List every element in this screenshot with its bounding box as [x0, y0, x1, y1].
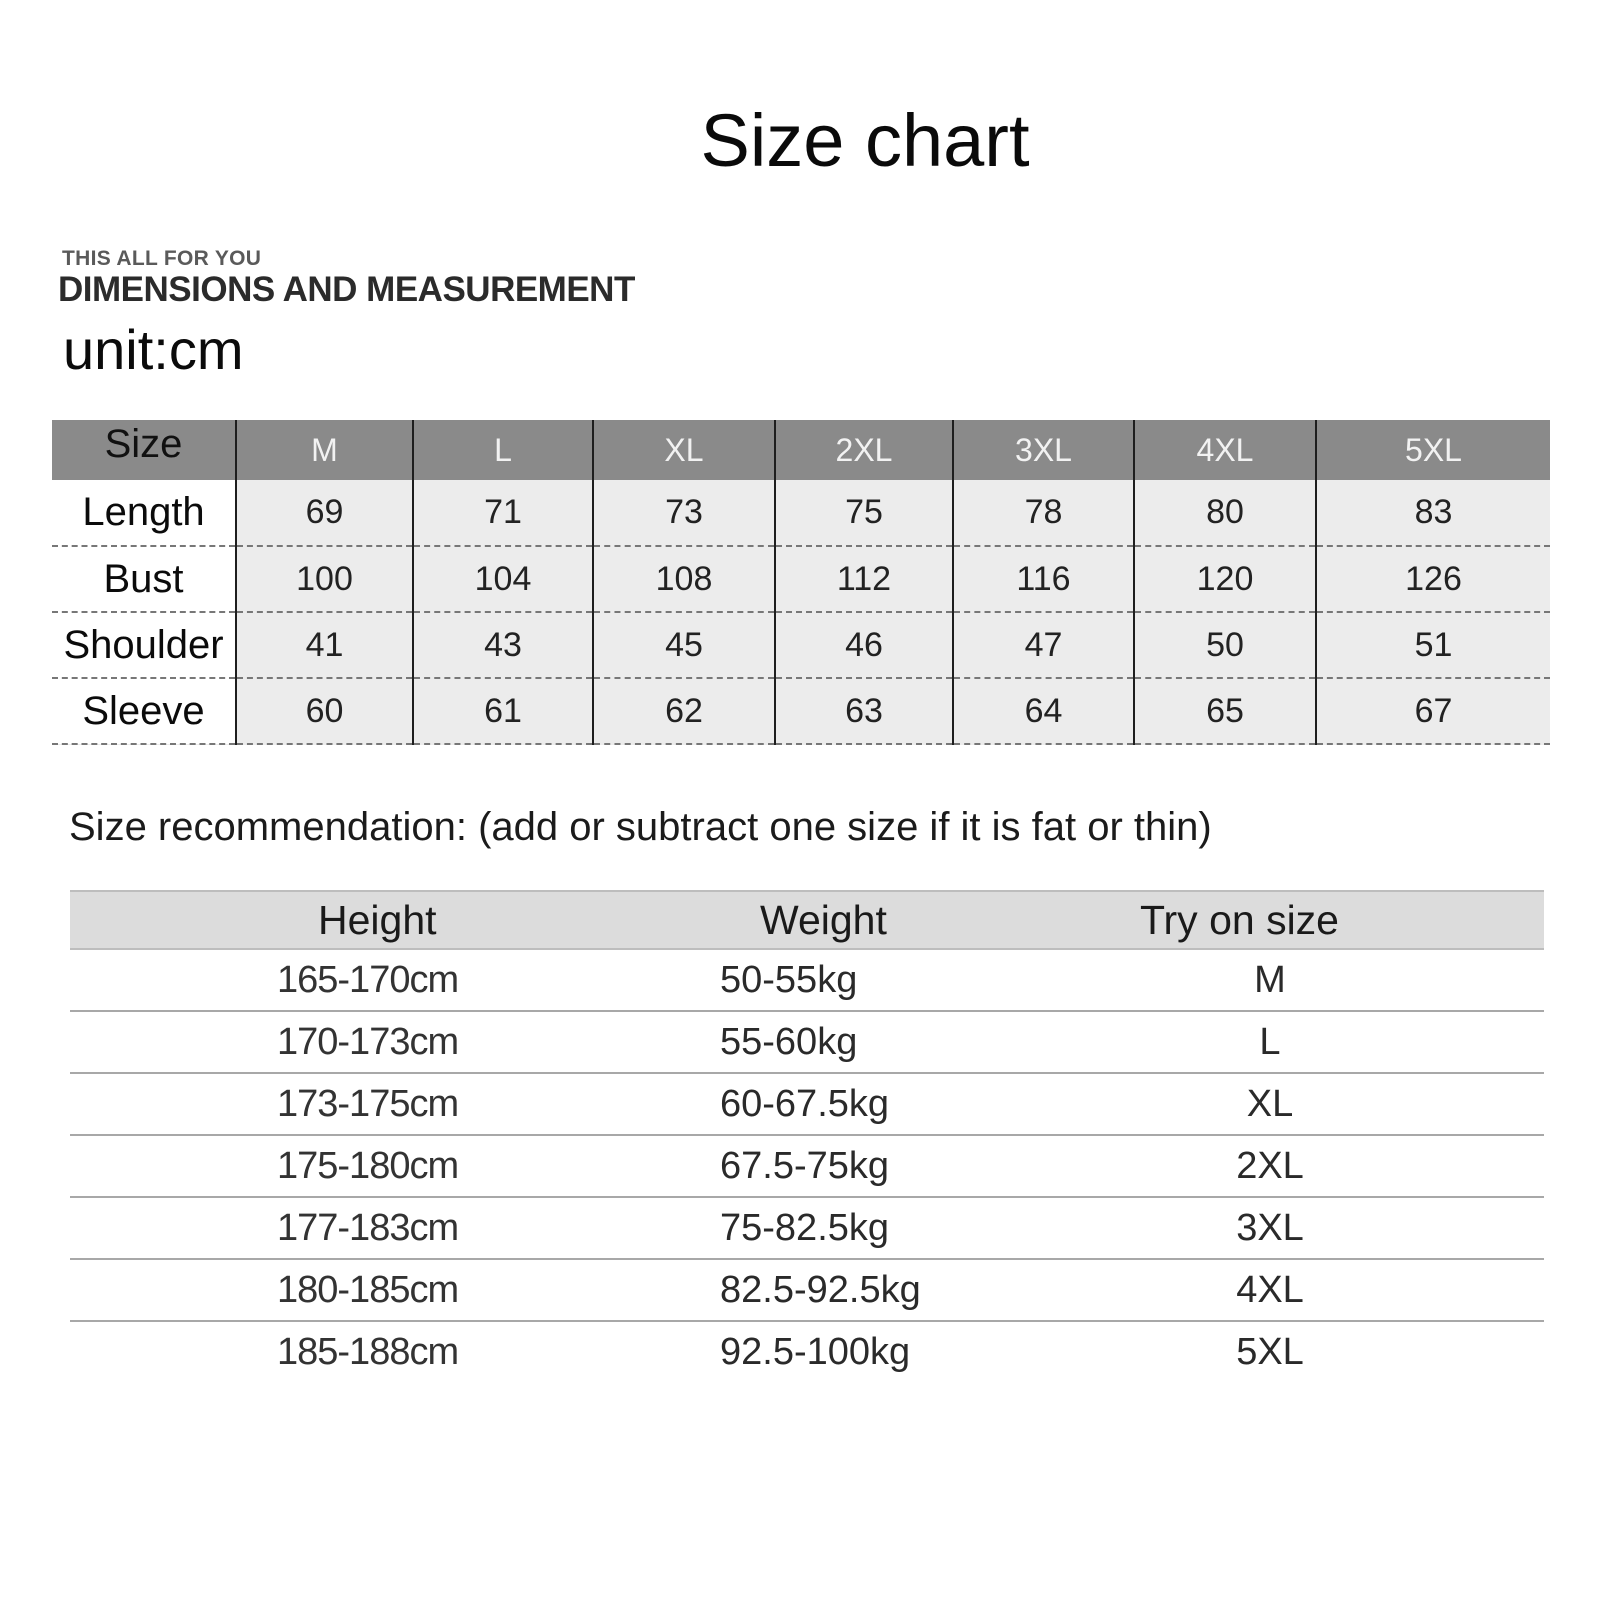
page-title: Size chart	[700, 99, 1030, 182]
recommendation-row	[70, 1321, 1544, 1383]
measurement-cell: 63	[775, 678, 953, 744]
weight-cell: 55-60kg	[720, 1020, 858, 1063]
measurement-cell: 62	[593, 678, 775, 744]
size-value: 5XL	[1236, 1331, 1304, 1373]
measurement-cell: 78	[953, 480, 1134, 546]
recommendation-row	[70, 1259, 1544, 1321]
measurement-cell: 50	[1134, 612, 1316, 678]
measurement-cell: 60	[236, 678, 413, 744]
height-column-header: Height	[318, 896, 437, 943]
recommendation-row	[70, 949, 1544, 1011]
size-column-header: 5XL	[1405, 431, 1462, 468]
height-cell: 170-173cm	[277, 1020, 459, 1063]
size-recommendation-note: Size recommendation: (add or subtract one size if it is fat or thin)	[69, 805, 1212, 849]
size-cell	[1030, 1321, 1544, 1383]
size-cell	[1030, 1259, 1544, 1321]
measurement-row-sleeve	[52, 678, 1550, 744]
recommendation-row	[70, 1011, 1544, 1073]
measurement-cell: 69	[236, 480, 413, 546]
row-label: Bust	[52, 546, 236, 612]
measurement-cell: 73	[593, 480, 775, 546]
size-value: 2XL	[1236, 1144, 1304, 1187]
measurement-cell: 83	[1316, 480, 1550, 546]
weight-cell: 60-67.5kg	[720, 1082, 890, 1125]
measurement-cell: 64	[953, 678, 1134, 744]
size-column-header: 4XL	[1134, 420, 1316, 480]
size-column-header: 3XL	[953, 420, 1134, 480]
measurement-cell: 47	[953, 612, 1134, 678]
measurement-cell: 80	[1134, 480, 1316, 546]
weight-column-header: Weight	[760, 896, 887, 943]
size-header-label: Size	[52, 420, 236, 480]
measurement-cell: 41	[236, 612, 413, 678]
measurement-cell: 71	[413, 480, 593, 546]
measurement-cell: 104	[413, 546, 593, 612]
measurement-cell: 61	[413, 678, 593, 744]
row-label: Length	[52, 480, 236, 546]
measurement-cell: 112	[775, 546, 953, 612]
recommendation-row	[70, 1073, 1544, 1135]
size-value: L	[1259, 1020, 1281, 1063]
measurement-row-length	[52, 480, 1550, 546]
size-column-header: 2XL	[775, 420, 953, 480]
size-column-header: M	[236, 420, 413, 480]
weight-cell: 75-82.5kg	[720, 1206, 890, 1249]
measurement-cell: 51	[1316, 612, 1550, 678]
size-cell	[1030, 1135, 1544, 1197]
try-on-size-column-header: Try on size	[1140, 896, 1339, 943]
banner-kicker: THIS ALL FOR YOU	[62, 247, 262, 270]
measurement-cell: 46	[775, 612, 953, 678]
size-value: 4XL	[1236, 1268, 1304, 1311]
recommendation-row	[70, 1135, 1544, 1197]
row-label: Sleeve	[52, 678, 236, 744]
measurement-table	[52, 420, 1550, 745]
recommendation-header-row	[70, 891, 1544, 949]
size-value: 3XL	[1236, 1206, 1304, 1249]
measurement-cell: 120	[1134, 546, 1316, 612]
weight-cell: 82.5-92.5kg	[720, 1268, 921, 1311]
weight-cell: 92.5-100kg	[720, 1331, 911, 1373]
measurement-header-row	[52, 420, 1550, 480]
unit-label: unit:cm	[63, 318, 244, 381]
measurement-cell: 43	[413, 612, 593, 678]
size-recommendation-table	[70, 890, 1544, 1383]
measurement-cell: 108	[593, 546, 775, 612]
size-cell	[1030, 1197, 1544, 1259]
height-cell: 180-185cm	[277, 1268, 459, 1311]
size-value: XL	[1246, 1082, 1294, 1125]
size-value: M	[1254, 958, 1286, 1001]
size-cell	[1030, 1073, 1544, 1135]
measurement-cell: 45	[593, 612, 775, 678]
measurement-cell: 116	[953, 546, 1134, 612]
measurement-row-shoulder	[52, 612, 1550, 678]
height-cell: 177-183cm	[277, 1206, 459, 1249]
measurement-cell: 65	[1134, 678, 1316, 744]
measurement-cell: 100	[236, 546, 413, 612]
size-cell	[1030, 1011, 1544, 1073]
measurement-cell: 126	[1316, 546, 1550, 612]
measurement-cell: 67	[1316, 678, 1550, 744]
size-cell	[1030, 949, 1544, 1011]
measurement-row-bust	[52, 546, 1550, 612]
row-label: Shoulder	[52, 612, 236, 678]
banner-heading: DIMENSIONS AND MEASUREMENT	[58, 270, 635, 309]
height-cell: 173-175cm	[277, 1082, 459, 1125]
height-cell: 185-188cm	[277, 1331, 459, 1373]
size-column-header: L	[413, 420, 593, 480]
measurement-cell: 75	[775, 480, 953, 546]
height-cell: 165-170cm	[277, 958, 459, 1001]
height-cell: 175-180cm	[277, 1144, 459, 1187]
weight-cell: 50-55kg	[720, 958, 858, 1001]
recommendation-row	[70, 1197, 1544, 1259]
size-column-header: XL	[593, 420, 775, 480]
weight-cell: 67.5-75kg	[720, 1144, 890, 1187]
